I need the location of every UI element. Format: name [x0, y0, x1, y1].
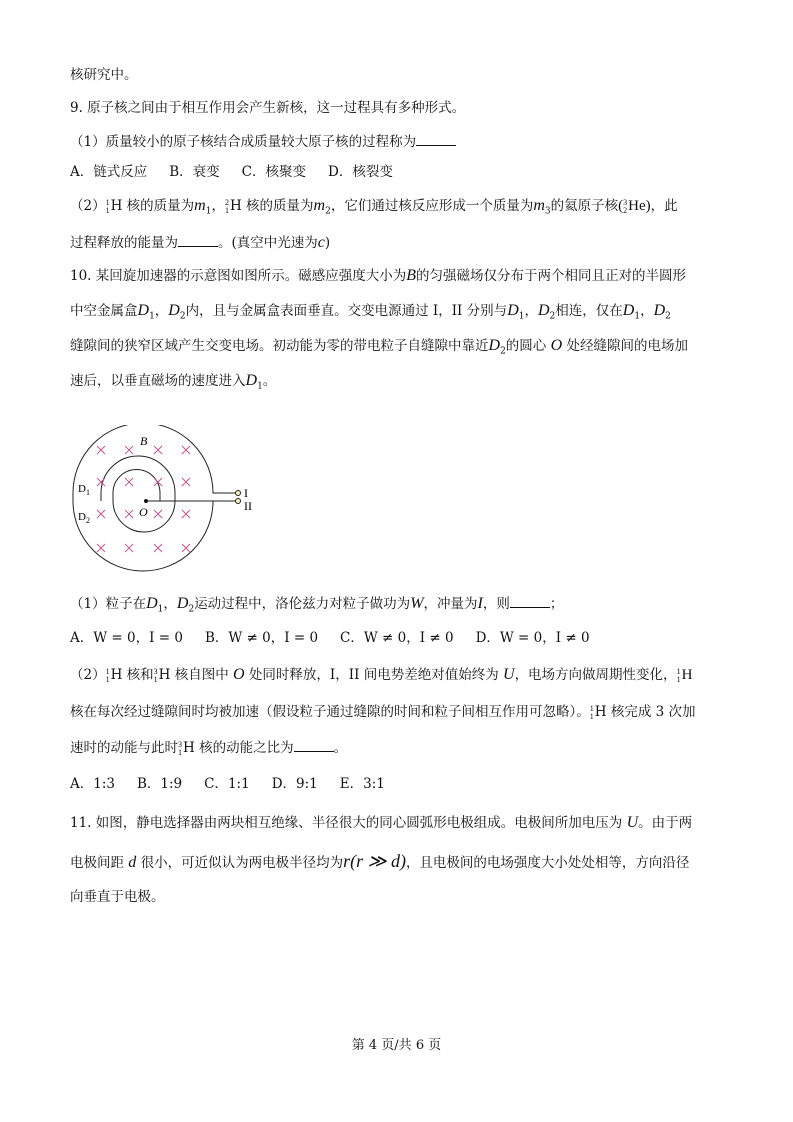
question-10-2: （2） 1 1 H 核和 3 1 H 核自图中 O 处同时释放，I，II 间电势差绝对值始终为 U，电场方向做周期性变化， 1 1 H [70, 666, 693, 684]
question-11-line2: 电极间距 d 很小，可近似认为两电极半径均为r(r ≫ d)，且电极间的电场强度大小处处相等，方向沿径 [70, 851, 690, 871]
field-cross-icon [97, 446, 105, 454]
question-9-1 [70, 131, 456, 151]
question-10: 10. 某回旋加速器的示意图如图所示。磁感应强度大小为B的匀强磁场仅分布于两个相同且正对的半圆形 [70, 267, 687, 284]
field-cross-icon [97, 544, 105, 552]
options [70, 775, 407, 793]
magnetic-field-crosses [97, 446, 190, 552]
label-d2: $D_2$ [78, 511, 90, 525]
cyclotron-diagram [68, 425, 268, 585]
answer-blank [178, 232, 218, 247]
option-c: C．核聚变 [241, 164, 307, 180]
option-a: A．1:3 [70, 776, 115, 792]
question-10-2-line3: 速时的动能与此时 3 1 H 核的动能之比为 。 [70, 737, 347, 757]
option-c: C．W ≠ 0，I ≠ 0 [340, 630, 454, 646]
label-i: I [244, 486, 248, 500]
option-d: D．核裂变 [328, 164, 393, 180]
isotope: 1 1 [105, 197, 110, 215]
answer-blank [416, 131, 456, 146]
field-cross-icon [125, 510, 133, 518]
label-o: O [139, 505, 148, 519]
d1-dee [73, 425, 237, 493]
option-e: E．3:1 [339, 776, 385, 792]
label-ii: II [244, 499, 252, 513]
label-d1: $D_1$ [78, 483, 90, 497]
text: （1）质量较小的原子核结合成质量较大原子核的过程称为 [70, 134, 417, 150]
question-10-1: （1）粒子在$D_1$，$D_2$运动过程中，洛伦兹力对粒子做功为W，冲量为I，则 ； [70, 595, 564, 615]
math: m [194, 197, 206, 214]
field-cross-icon [182, 510, 190, 518]
label-b: B [140, 434, 148, 448]
terminal-i [236, 491, 241, 496]
field-cross-icon [154, 544, 162, 552]
field-cross-icon [154, 478, 162, 486]
field-cross-icon [154, 446, 162, 454]
option-d: D．W = 0，I ≠ 0 [475, 630, 590, 646]
field-cross-icon [125, 446, 133, 454]
field-cross-icon [97, 510, 105, 518]
field-cross-icon [97, 478, 105, 486]
question-9: 9. 原子核之间由于相互作用会产生新核，这一过程具有多种形式。 [70, 100, 466, 116]
text: H 核的质量为 [110, 198, 195, 214]
question-11: 11. 如图，静电选择器由两块相互绝缘、半径很大的同心圆弧形电极组成。电极间所加电压为 U。由于两 [70, 814, 693, 831]
field-cross-icon [182, 478, 190, 486]
page-footer: 第 4 页/共 6 页 [351, 1038, 442, 1053]
question-10-line2: 中空金属盒$D_1$，$D_2$内，且与金属盒表面垂直。交变电源通过 I，II 分别与$D_1$，$D_2$相连，仅在$D_1$，$D_2$ [70, 302, 671, 322]
options [70, 163, 415, 181]
field-cross-icon [182, 446, 190, 454]
field-cross-icon [154, 510, 162, 518]
terminal-ii [236, 499, 241, 504]
option-b: B．衰变 [169, 164, 220, 180]
field-cross-icon [182, 544, 190, 552]
question-9-2: （2） 1 1 H 核的质量为$m_1$， 2 1 H 核的质量为$m_2$，它们通过核反应形成一个质量为$m_3$的氦原子核( 3 2 He)，此 [70, 197, 678, 217]
center-point [144, 499, 148, 503]
answer-blank [510, 593, 550, 608]
text: （2） [70, 198, 106, 214]
text-line: 核研究中。 [70, 67, 138, 83]
field-cross-icon [125, 544, 133, 552]
answer-blank [294, 737, 334, 752]
option-c: C．1:1 [204, 776, 250, 792]
question-10-2-line2: 核在每次经过缝隙间时均被加速（假设粒子通过缝隙的时间和粒子间相互作用可忽略）。 1 1 H 核完成 3 次加 [70, 703, 696, 721]
option-a: A．W = 0，I = 0 [70, 630, 183, 646]
option-d: D．9:1 [271, 776, 318, 792]
option-b: B．W ≠ 0，I = 0 [204, 630, 319, 646]
option-b: B．1:9 [136, 776, 183, 792]
question-10-line4: 速后，以垂直磁场的速度进入$D_1$。 [70, 372, 277, 392]
question-9-2-cont: 过程释放的能量为 。(真空中光速为c) [70, 234, 331, 251]
question-11-line3: 向垂直于电极。 [70, 889, 165, 905]
question-10-line3: 缝隙间的狭窄区域产生交变电场。初动能为零的带电粒子自缝隙中靠近$D_2$的圆心 O 处经缝隙间的电场加 [70, 337, 688, 357]
particle-trajectory [101, 456, 175, 532]
field-cross-icon [125, 478, 133, 486]
options [70, 629, 612, 647]
isotope: 2 1 [224, 197, 229, 215]
option-a: A．链式反应 [70, 164, 148, 180]
